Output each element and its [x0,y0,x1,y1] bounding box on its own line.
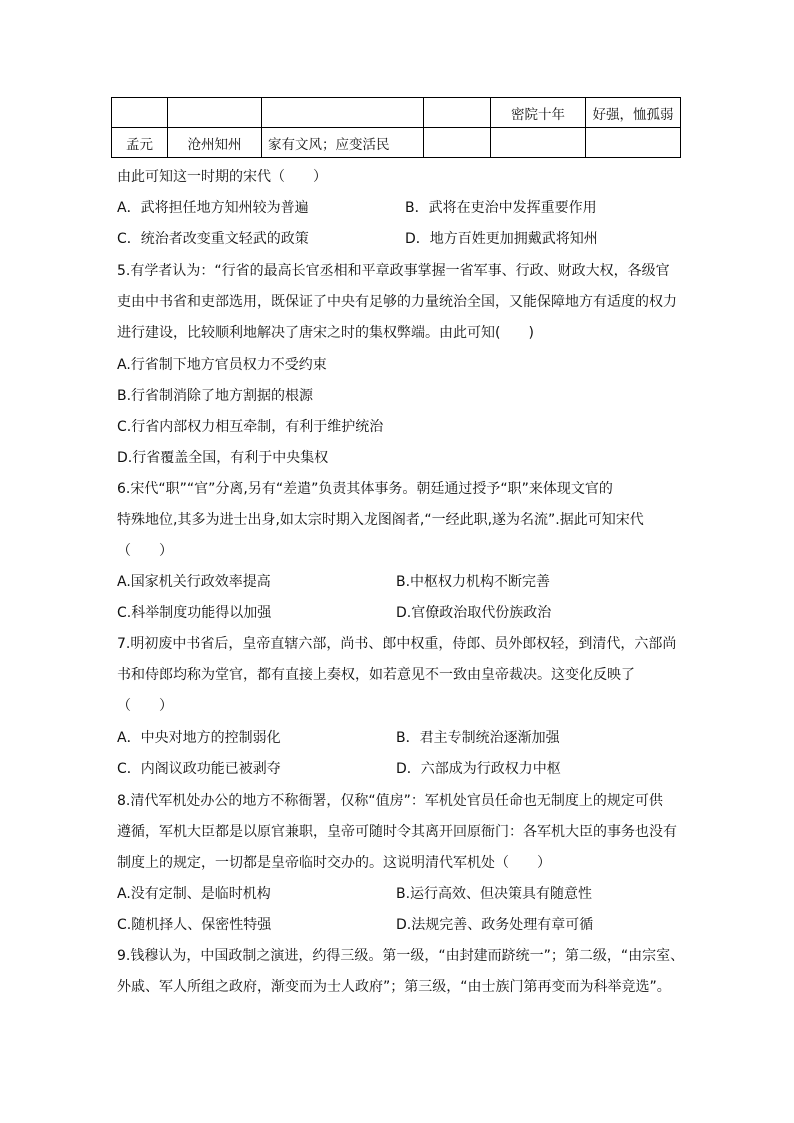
q8-line: 制度上的规定，一切都是皇帝临时交办的。这说明清代军机处（ ） [117,855,551,871]
q7-option-b: B．君主专制统治逐渐加强 [396,730,560,746]
table-cell [586,128,681,158]
q7-option-a: A．中央对地方的控制弱化 [117,730,281,746]
q9-line: 9.钱穆认为，中国政制之演进，约得三级。第一级，“由封建而跻统一”；第二级，“由宗室、 [117,948,685,964]
q5-option-c: C.行省内部权力相互牵制，有利于维护统治 [117,419,384,435]
table-cell: 沧州知州 [168,128,262,158]
table-row [112,98,681,128]
q9-line: 外戚、军人所组之政府，渐变而为士人政府”；第三级，“由士族门第再变而为科举竞选”。 [117,979,671,995]
table-cell [424,128,491,158]
table-row [112,128,681,158]
table-cell: 孟元 [112,128,168,158]
q6-option-b: B.中枢权力机构不断完善 [396,574,551,590]
table-cell [491,128,586,158]
q6-line: 6.宋代“职”“官”分离,另有“差遣”负责其体事务。朝廷通过授予“职”来体现文官的 [117,481,613,497]
table-cell: 密院十年 [491,98,586,128]
q7-line: 书和侍郎均称为堂官，都有直接上奏权，如若意见不一致由皇帝裁决。这变化反映了 [117,667,635,683]
q8-line: 8.清代军机处办公的地方不称衙署，仅称“值房”：军机处官员任命也无制度上的规定可供 [117,793,663,809]
officials-table [111,97,681,158]
q6-option-d: D.官僚政治取代份族政治 [396,605,552,621]
q4-option-a: A．武将担任地方知州较为普遍 [117,200,309,216]
q5-option-d: D.行省覆盖全国，有利于中央集权 [117,450,329,466]
table-cell [112,98,168,128]
q6-option-a: A.国家机关行政效率提高 [117,574,271,590]
q7-option-c: C．内阁议政功能已被剥夺 [117,761,281,777]
q7-line: 7.明初废中书省后，皇帝直辖六部，尚书、郎中权重，侍郎、员外郎权轻，到清代，六部尚 [117,636,677,652]
q8-line: 遵循，军机大臣都是以原官兼职，皇帝可随时令其离开回原衙门：各军机大臣的事务也没有 [117,824,677,840]
q4-option-d: D．地方百姓更加拥戴武将知州 [405,231,598,247]
table-cell [262,98,424,128]
q4-option-c: C．统治者改变重文轻武的政策 [117,231,309,247]
q6-line: 特殊地位,其多为进士出身,如太宗时期入龙图阁者,“一经此职,遂为名流”.据此可知宋代 [117,512,644,528]
q4-option-b: B．武将在吏治中发挥重要作用 [405,200,597,216]
q5-option-a: A.行省制下地方官员权力不受约束 [117,357,327,373]
q7-option-d: D．六部成为行政权力中枢 [396,761,561,777]
table-cell: 好强，恤孤弱 [586,98,681,128]
q8-option-d: D.法规完善、政务处理有章可循 [396,917,594,933]
q8-option-b: B.运行高效、但决策具有随意性 [396,886,593,902]
q4-stem: 由此可知这一时期的宋代（ ） [117,169,327,185]
q5-option-b: B.行省制消除了地方割据的根源 [117,388,314,404]
q5-line: 进行建设，比较顺利地解决了唐宋之时的集权弊端。由此可知( ) [117,325,534,341]
q5-line: 吏由中书省和吏部选用，既保证了中央有足够的力量统治全国，又能保障地方有适度的权力 [117,294,677,310]
q5-line: 5.有学者认为：“行省的最高长官丞相和平章政事掌握一省军事、行政、财政大权，各级官 [117,263,670,279]
table-cell [168,98,262,128]
q6-line: （ ） [117,543,173,559]
q8-option-a: A.没有定制、是临时机构 [117,886,271,902]
q6-option-c: C.科举制度功能得以加强 [117,605,272,621]
q8-option-c: C.随机择人、保密性特强 [117,917,272,933]
table-cell: 家有文风；应变活民 [262,128,424,158]
q7-line: （ ） [117,698,173,714]
table-cell [424,98,491,128]
